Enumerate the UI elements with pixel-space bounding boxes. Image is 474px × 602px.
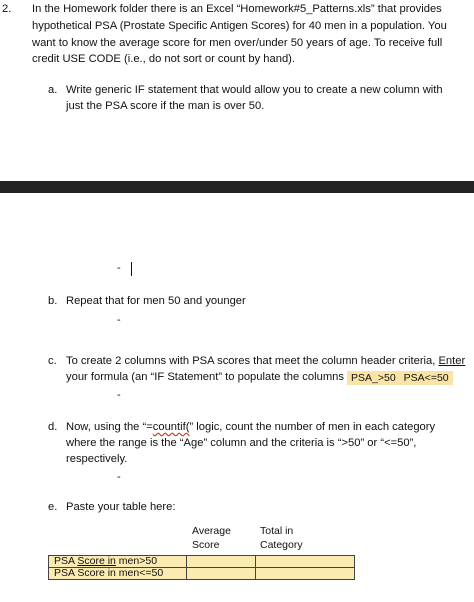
- part-c-line-2: your formula (an “IF Statement” to populate the columns: [66, 371, 344, 383]
- part-a-bullet: -: [117, 262, 121, 274]
- part-d-line-1-post: ” logic, count the number of men in each category: [189, 421, 436, 433]
- psa-table: [48, 555, 355, 580]
- col-header-total-line-2: Category: [260, 539, 303, 551]
- part-c-enter-text: Enter: [438, 355, 466, 367]
- row-label-under-50: PSA Score in men<=50: [49, 568, 187, 580]
- table-row: [49, 568, 355, 580]
- dark-divider-band: [0, 181, 474, 193]
- part-e-letter: e.: [48, 501, 58, 513]
- part-a-line-2: just the PSA score if the man is over 50.: [66, 100, 265, 112]
- header-psa-over-50: PSA_>50: [347, 371, 400, 385]
- part-d-bullet: -: [117, 471, 121, 483]
- part-d-line-1-pre: Now, using the “=: [66, 421, 153, 433]
- part-d-countif: countif(: [152, 421, 190, 433]
- question-line-4: credit USE CODE (i.e., do not sort or count by hand).: [32, 53, 296, 65]
- text-cursor: [131, 262, 132, 276]
- part-b-bullet: -: [117, 314, 121, 326]
- row1-post: men>50: [115, 555, 158, 567]
- cell-average-under-50[interactable]: [187, 568, 256, 580]
- part-b-letter: b.: [48, 295, 58, 307]
- part-d-line-2: where the range is the “Age” column and the criteria is “>50” or “<=50”,: [66, 437, 417, 449]
- col-header-total: [260, 524, 303, 552]
- part-c-letter: c.: [48, 355, 57, 367]
- col-header-average-line-1: Average: [192, 525, 231, 537]
- col-header-average: [192, 524, 231, 552]
- col-header-average-line-2: Score: [192, 539, 220, 551]
- column-headers-highlight: [347, 371, 453, 385]
- row1-underlined: Score in: [77, 555, 116, 567]
- part-a-line-1: Write generic IF statement that would allow you to create a new column with: [66, 84, 443, 96]
- question-line-2: hypothetical PSA (Prostate Specific Antigen Scores) for 40 men in a population. You: [32, 20, 447, 32]
- question-line-1: In the Homework folder there is an Excel “Homework#5_Patterns.xls” that provides: [32, 3, 442, 15]
- question-number: 2.: [2, 3, 12, 15]
- cell-average-over-50[interactable]: [187, 556, 256, 568]
- table-row: [49, 556, 355, 568]
- header-psa-under-50: PSA<=50: [400, 371, 453, 385]
- part-c-bullet: -: [117, 389, 121, 401]
- part-d-letter: d.: [48, 421, 58, 433]
- cell-total-over-50[interactable]: [256, 556, 355, 568]
- col-header-total-line-1: Total in: [260, 525, 294, 537]
- part-b-line: Repeat that for men 50 and younger: [66, 295, 246, 307]
- row1-pre: PSA: [54, 555, 78, 567]
- row-label-over-50: [49, 556, 187, 568]
- part-a-letter: a.: [48, 84, 58, 96]
- part-c-line-1-text: To create 2 columns with PSA scores that meet the column header criteria,: [66, 355, 439, 367]
- cell-total-under-50[interactable]: [256, 568, 355, 580]
- question-line-3: want to know the average score for men over/under 50 years of age. To receive full: [32, 37, 443, 49]
- part-e-line: Paste your table here:: [66, 501, 176, 513]
- part-d-line-3: respectively.: [66, 453, 128, 465]
